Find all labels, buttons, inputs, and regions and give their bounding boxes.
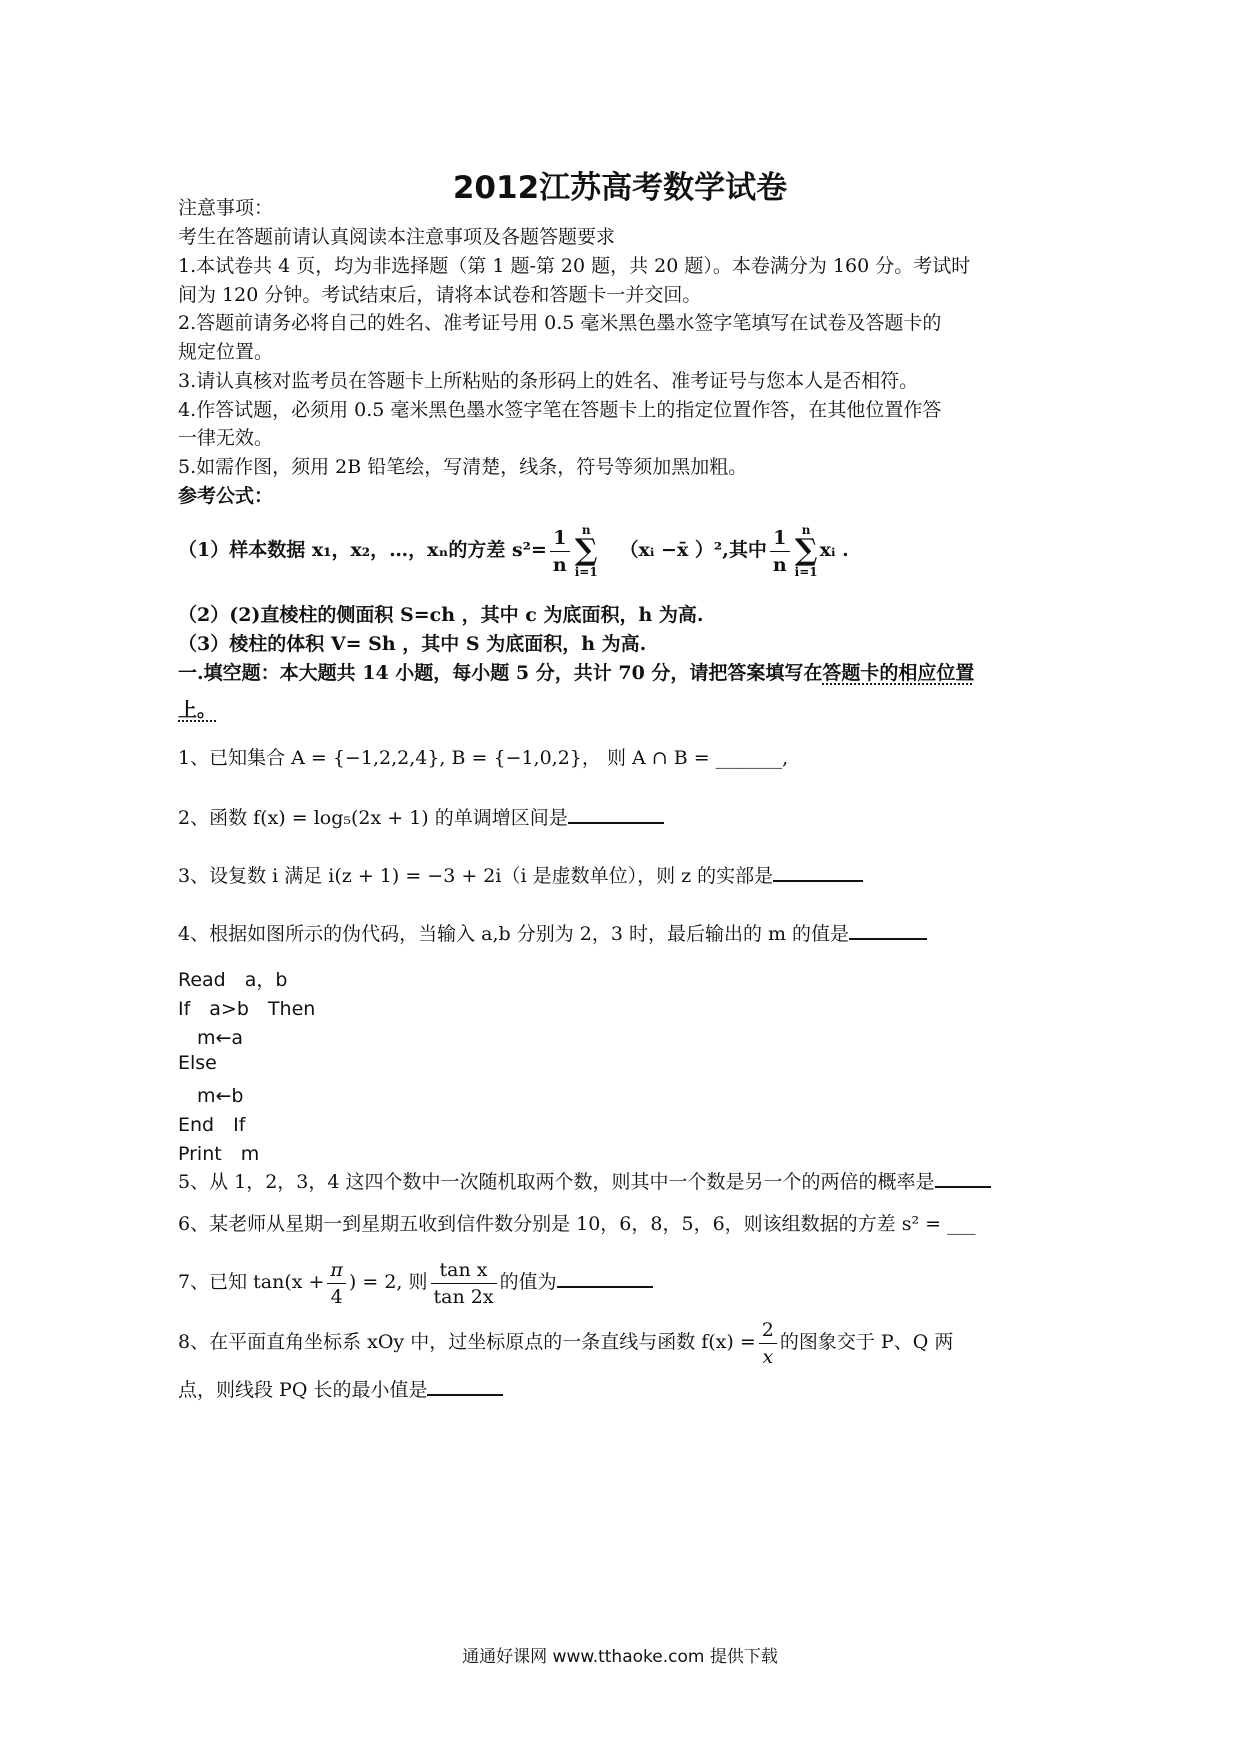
pseudocode-line: If a>b Then bbox=[178, 998, 316, 1020]
sum-symbol: n ∑ i=1 bbox=[794, 523, 818, 579]
formula-variance-middle: （xᵢ −x̄ ）²,其中 bbox=[619, 539, 767, 561]
section-heading-end bbox=[178, 698, 1078, 722]
sum-lower: i=1 bbox=[794, 565, 818, 579]
sum-upper: n bbox=[801, 523, 811, 537]
notice-intro: 考生在答题前请认真阅读本注意事项及各题答题要求 bbox=[178, 226, 616, 248]
section-heading bbox=[178, 661, 1078, 685]
question-8-text: 8、在平面直角坐标系 xOy 中，过坐标原点的一条直线与函数 f(x) = bbox=[178, 1331, 756, 1353]
question-7-text: 7、已知 tan(x + bbox=[178, 1271, 325, 1293]
question-5-text: 5、从 1，2，3，4 这四个数中一次随机取两个数，则其中一个数是另一个的两倍的概率是 bbox=[178, 1171, 935, 1193]
answer-blank bbox=[427, 1376, 503, 1396]
formula-variance bbox=[178, 520, 1078, 580]
pseudocode-line: Print m bbox=[178, 1143, 260, 1165]
fraction bbox=[550, 525, 570, 578]
fraction-denominator: tan 2x bbox=[433, 1285, 494, 1308]
question-4-text: 4、根据如图所示的伪代码，当输入 a,b 分别为 2，3 时，最后输出的 m 的值是 bbox=[178, 923, 850, 945]
notice-line: 一律无效。 bbox=[178, 427, 274, 449]
question-8-text: 的图象交于 P、Q 两 bbox=[779, 1331, 954, 1353]
notice-line: 间为 120 分钟。考试结束后，请将本试卷和答题卡一并交回。 bbox=[178, 284, 702, 306]
question-2-text: 2、函数 f(x) = log₅(2x + 1) 的单调增区间是 bbox=[178, 807, 568, 829]
fraction bbox=[759, 1317, 777, 1370]
notice-line: 5.如需作图，须用 2B 铅笔绘，写清楚，线条，符号等须加黑加粗。 bbox=[178, 456, 748, 478]
section-heading-emphasis: 上。 bbox=[178, 699, 217, 721]
pseudocode-line: m←b bbox=[178, 1085, 244, 1107]
fraction-numerator: 2 bbox=[759, 1317, 777, 1344]
pseudocode-line: Read a，b bbox=[178, 969, 288, 991]
question-3-text: 3、设复数 i 满足 i(z + 1) = −3 + 2i（i 是虚数单位），则 z 的实部是 bbox=[178, 865, 774, 887]
section-heading-emphasis: 答题卡的相应位置 bbox=[822, 662, 975, 684]
fraction bbox=[770, 525, 790, 578]
question-7-text: ) = 2, 则 bbox=[348, 1271, 428, 1293]
answer-blank bbox=[849, 920, 927, 940]
question-8-text: 点，则线段 PQ 长的最小值是 bbox=[178, 1379, 428, 1401]
notice-heading: 注意事项： bbox=[178, 197, 274, 219]
question-8 bbox=[178, 1312, 1078, 1372]
fraction bbox=[431, 1257, 497, 1310]
page-title: 2012江苏高考数学试卷 bbox=[452, 170, 788, 206]
sum-lower: i=1 bbox=[574, 565, 598, 579]
formula-lateral-area: （2）(2)直棱柱的侧面积 S=ch ，其中 c 为底面积，h 为高. bbox=[178, 604, 704, 626]
formula-variance-tail: xᵢ . bbox=[819, 539, 849, 561]
sum-symbol: n ∑ i=1 bbox=[574, 523, 598, 579]
pseudocode-line: m←a bbox=[178, 1027, 244, 1049]
fraction-denominator: n bbox=[552, 553, 567, 576]
notice-line: 规定位置。 bbox=[178, 341, 274, 363]
question-3 bbox=[178, 862, 1078, 888]
fraction-denominator: n bbox=[772, 553, 787, 576]
formula-volume: （3）棱柱的体积 V= Sh ，其中 S 为底面积，h 为高. bbox=[178, 633, 647, 655]
fraction bbox=[327, 1257, 346, 1310]
sum-upper: n bbox=[581, 523, 591, 537]
notice-line: 1.本试卷共 4 页，均为非选择题（第 1 题-第 20 题，共 20 题）。本卷满分为 160 分。考试时 bbox=[178, 255, 971, 277]
notice-line: 4.作答试题，必须用 0.5 毫米黑色墨水签字笔在答题卡上的指定位置作答，在其他位置作答 bbox=[178, 399, 942, 421]
pseudocode-line: Else bbox=[178, 1052, 217, 1074]
fraction-denominator: x bbox=[762, 1345, 774, 1368]
fraction-numerator: tan x bbox=[431, 1257, 497, 1284]
reference-formulas-heading: 参考公式： bbox=[178, 485, 274, 507]
notice-line: 2.答题前请务必将自己的姓名、准考证号用 0.5 毫米黑色墨水签字笔填写在试卷及答题卡的 bbox=[178, 312, 942, 334]
answer-blank bbox=[568, 804, 664, 824]
question-6: 6、某老师从星期一到星期五收到信件数分别是 10，6，8，5，6，则该组数据的方差 s² = ___ bbox=[178, 1213, 976, 1235]
answer-blank bbox=[935, 1168, 991, 1188]
section-heading-text: 一.填空题：本大题共 14 小题，每小题 5 分，共计 70 分，请把答案填写在 bbox=[178, 662, 823, 684]
question-7 bbox=[178, 1252, 1078, 1312]
pseudocode-line: End If bbox=[178, 1114, 246, 1136]
formula-variance-prefix: （1）样本数据 x₁，x₂，…，xₙ的方差 s²= bbox=[178, 539, 547, 561]
question-7-text: 的值为 bbox=[499, 1271, 557, 1293]
page-footer: 通通好课网 www.tthaoke.com 提供下载 bbox=[462, 1647, 778, 1667]
question-1: 1、已知集合 A = {−1,2,2,4}, B = {−1,0,2}， 则 A ∩ B = _______, bbox=[178, 747, 789, 769]
question-2 bbox=[178, 804, 1078, 830]
question-4 bbox=[178, 920, 1078, 946]
question-8-line2 bbox=[178, 1376, 1078, 1402]
question-5 bbox=[178, 1168, 1078, 1194]
fraction-numerator: 1 bbox=[550, 525, 570, 552]
fraction-denominator: 4 bbox=[330, 1285, 343, 1308]
fraction-numerator: 1 bbox=[770, 525, 790, 552]
notice-line: 3.请认真核对监考员在答题卡上所粘贴的条形码上的姓名、准考证号与您本人是否相符。 bbox=[178, 370, 919, 392]
fraction-numerator: π bbox=[327, 1257, 346, 1284]
answer-blank bbox=[773, 862, 863, 882]
answer-blank bbox=[557, 1268, 653, 1288]
